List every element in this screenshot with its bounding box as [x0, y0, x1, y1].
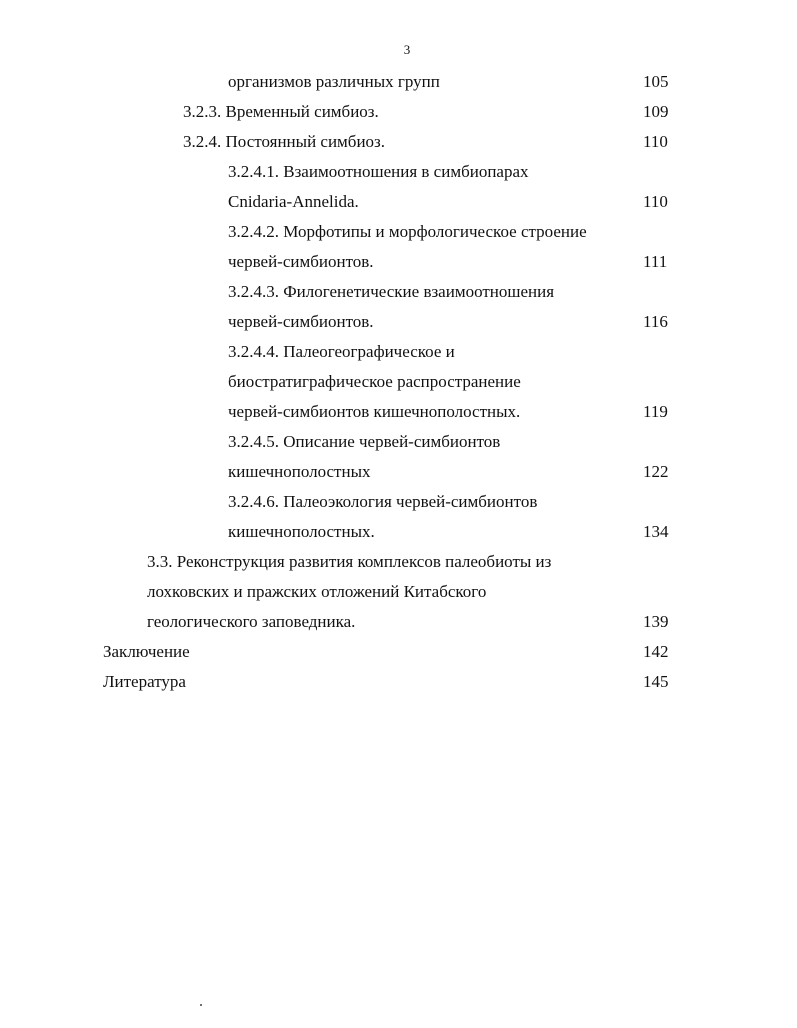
toc-entry-text: кишечнополостных.: [228, 522, 375, 541]
toc-entry-text: Cnidaria-Annelida.: [228, 192, 359, 211]
toc-entry-text: организмов различных групп: [228, 72, 440, 91]
toc-entry-text: лохковских и пражских отложений Китабского: [147, 582, 487, 601]
toc-entry-text: червей-симбионтов.: [228, 252, 374, 271]
toc-entry-text: 3.3. Реконструкция развития комплексов палеобиоты из: [147, 552, 552, 571]
toc-entry-text: Заключение: [103, 642, 190, 661]
toc-entry-page: 110: [643, 132, 668, 151]
toc-entry-page: 109: [643, 102, 669, 121]
toc-entry-page: 134: [643, 522, 669, 541]
toc-entry-text: 3.2.4.6. Палеоэкология червей-симбионтов: [228, 492, 538, 511]
toc-entry-page: 142: [643, 642, 669, 661]
toc-entry-text: биостратиграфическое распространение: [228, 372, 521, 391]
toc-entry-text: Литература: [103, 672, 186, 691]
toc-entry-page: 110: [643, 192, 668, 211]
page-number: 3: [403, 42, 411, 57]
toc-entry-text: 3.2.4. Постоянный симбиоз.: [183, 132, 386, 151]
toc-entry-page: 111: [643, 252, 668, 271]
toc-entry-text: геологического заповедника.: [147, 612, 356, 631]
toc-entry-text: 3.2.3. Временный симбиоз.: [183, 102, 379, 121]
toc-entry-text: червей-симбионтов кишечнополостных.: [228, 402, 521, 421]
scan-speck: [200, 1004, 202, 1006]
toc-entry-page: 139: [643, 612, 669, 631]
toc-entry-page: 116: [643, 312, 668, 331]
toc-entry-page: 119: [643, 402, 668, 421]
toc-entry-text: кишечнополостных: [228, 462, 371, 481]
toc-entry-text: червей-симбионтов.: [228, 312, 374, 331]
toc-entry-text: 3.2.4.4. Палеогеографическое и: [228, 342, 455, 361]
toc-entry-text: 3.2.4.1. Взаимоотношения в симбиопарах: [228, 162, 529, 181]
toc-entry-page: 122: [643, 462, 669, 481]
toc-entry-text: 3.2.4.2. Морфотипы и морфологическое строение: [228, 222, 587, 241]
toc-entry-text: 3.2.4.3. Филогенетические взаимоотношения: [228, 282, 555, 301]
toc-entry-page: 105: [643, 72, 669, 91]
toc-entry-page: 145: [643, 672, 669, 691]
toc-entry-text: 3.2.4.5. Описание червей-симбионтов: [228, 432, 501, 451]
